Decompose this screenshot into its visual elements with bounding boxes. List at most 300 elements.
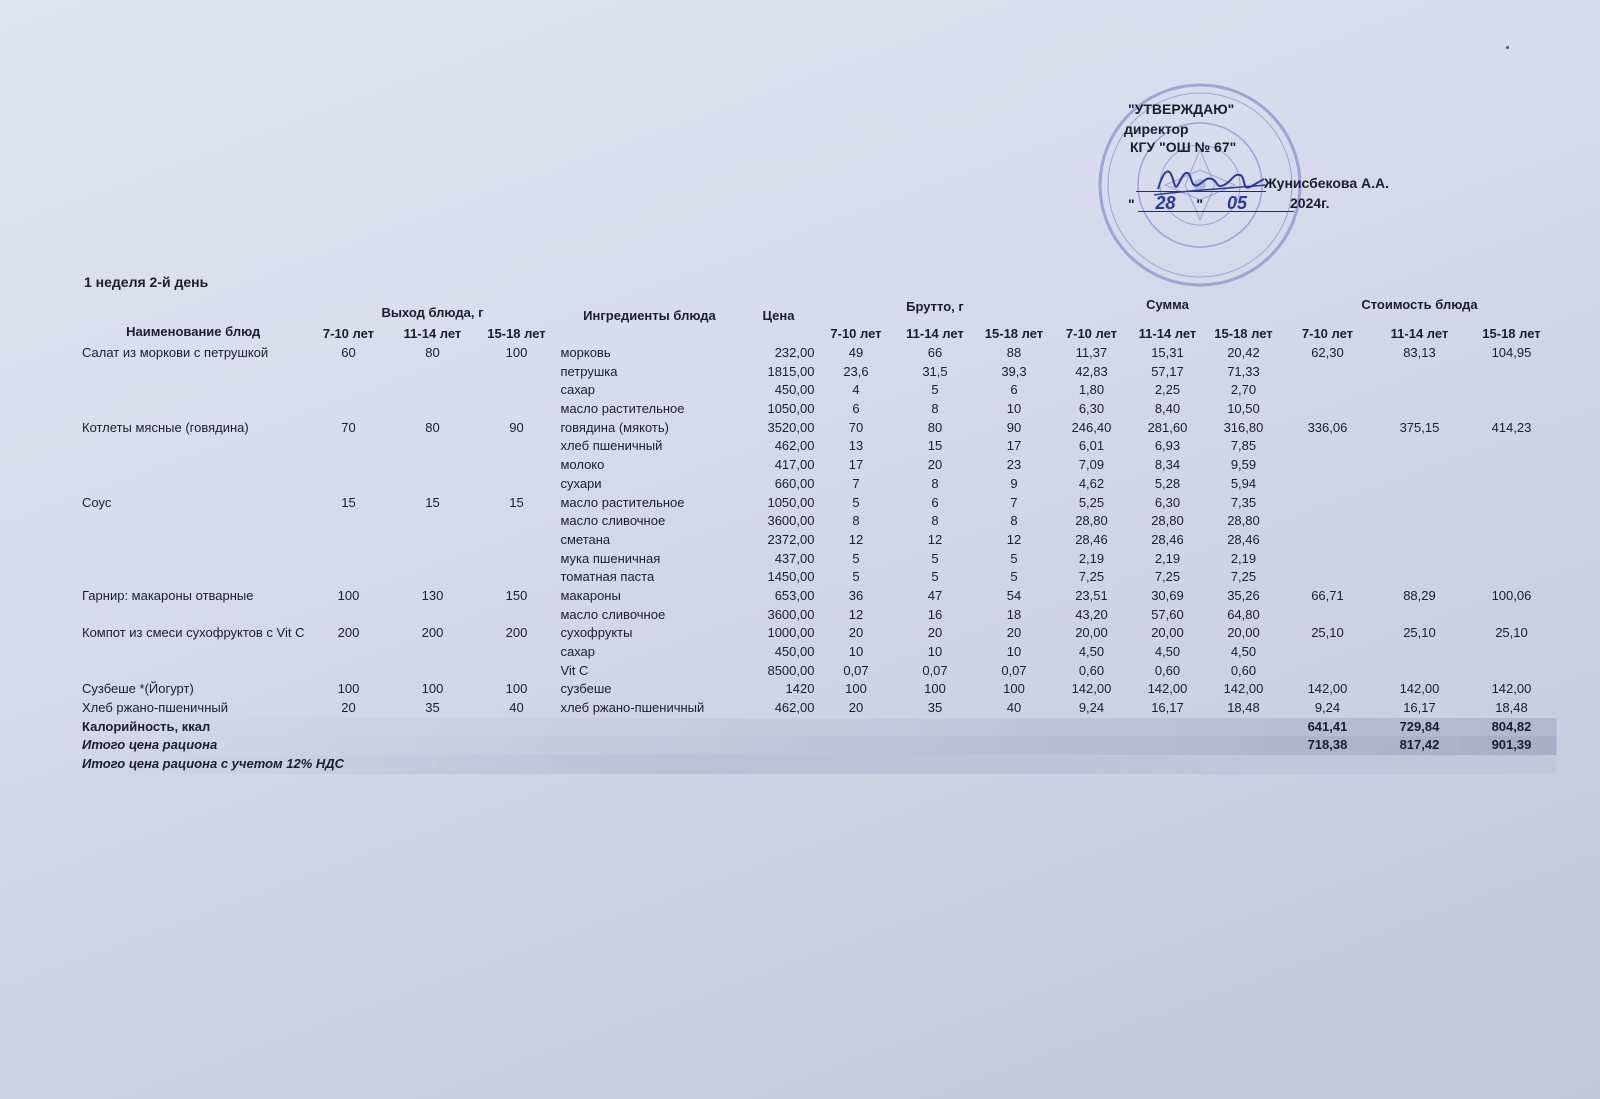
brutto-15-18: 9 — [1010, 475, 1018, 491]
dish-cost-7-10 — [1281, 643, 1373, 662]
ingredient-name: томатная паста — [560, 569, 655, 585]
sum-11-14: 6,30 — [1154, 494, 1181, 510]
ingredient-name: молоко — [560, 457, 605, 473]
sum-7-10: 28,80 — [1075, 513, 1108, 529]
ingredient-name: масло сливочное — [560, 513, 666, 529]
ingredient-name: масло растительное — [560, 494, 685, 510]
brutto-11-14: 10 — [927, 644, 943, 659]
totals-row — [80, 718, 1557, 737]
brutto-15-18: 54 — [1006, 587, 1022, 603]
totals-value-7-10: 718,38 — [1307, 737, 1348, 753]
dish-cost-15-18: 25,10 — [1495, 625, 1528, 641]
dish-cost-15-18 — [1465, 363, 1557, 382]
ingredient-name: мука пшеничная — [560, 550, 661, 566]
sum-11-14: 0,60 — [1154, 662, 1181, 678]
dish-cost-15-18: 414,23 — [1491, 419, 1532, 435]
approval-position: директор — [1124, 121, 1189, 137]
dish-output-7-10: 15 — [341, 494, 356, 510]
dish-cost-15-18 — [1465, 512, 1557, 531]
dish-cost-11-14 — [1373, 662, 1465, 681]
header-cost-15-18: 15-18 лет — [1482, 326, 1541, 341]
sum-15-18: 4,50 — [1230, 644, 1257, 659]
sum-15-18: 20,00 — [1227, 625, 1260, 641]
sum-11-14: 28,46 — [1151, 531, 1184, 547]
ingredient-price: 437,00 — [774, 550, 815, 566]
header-cost-7-10: 7-10 лет — [1301, 326, 1354, 341]
sum-15-18: 7,85 — [1230, 438, 1257, 454]
brutto-11-14: 31,5 — [922, 363, 948, 379]
brutto-15-18: 6 — [1010, 382, 1018, 398]
dish-cost-15-18: 100,06 — [1491, 587, 1532, 603]
dish-cost-11-14 — [1373, 512, 1465, 531]
ingredient-name: сахар — [560, 382, 596, 398]
dish-cost-11-14 — [1373, 531, 1465, 550]
sum-11-14: 57,17 — [1151, 363, 1184, 379]
sum-11-14: 16,17 — [1151, 700, 1184, 716]
header-price: Цена — [762, 307, 795, 323]
sum-11-14: 6,93 — [1154, 438, 1181, 454]
ingredient-price: 450,00 — [774, 644, 815, 659]
brutto-15-18: 8 — [1010, 513, 1018, 529]
brutto-15-18: 5 — [1010, 569, 1018, 585]
sum-11-14: 281,60 — [1147, 419, 1188, 435]
dish-output-7-10: 20 — [341, 700, 356, 716]
header-output-11-14: 11-14 лет — [403, 326, 462, 341]
dish-cost-15-18 — [1465, 494, 1557, 513]
table-row — [80, 699, 1557, 718]
sum-7-10: 2,19 — [1078, 550, 1105, 566]
dish-cost-11-14 — [1373, 437, 1465, 456]
dish-cost-11-14 — [1373, 475, 1465, 494]
sum-7-10: 4,62 — [1078, 475, 1105, 491]
brutto-7-10: 7 — [852, 475, 860, 491]
brutto-7-10: 100 — [845, 681, 867, 697]
dish-cost-11-14 — [1373, 550, 1465, 569]
dish-output-15-18: 100 — [505, 681, 528, 697]
ingredient-name: сухофрукты — [560, 625, 633, 641]
brutto-15-18: 88 — [1006, 345, 1022, 360]
dish-output-11-14: 130 — [421, 587, 444, 603]
brutto-11-14: 6 — [931, 494, 939, 510]
dish-cost-15-18 — [1465, 475, 1557, 494]
ingredient-name: петрушка — [560, 363, 618, 379]
dish-name: Компот из смеси сухофруктов с Vit C — [82, 625, 305, 641]
menu-table-header — [80, 286, 1557, 344]
brutto-7-10: 5 — [852, 494, 860, 510]
header-sum: Сумма — [1146, 297, 1189, 312]
dish-cost-15-18 — [1465, 550, 1557, 569]
brutto-7-10: 17 — [848, 457, 864, 473]
brutto-11-14: 0,07 — [922, 662, 948, 678]
dish-cost-15-18 — [1465, 568, 1557, 587]
totals-value-11-14: 729,84 — [1399, 718, 1440, 734]
dish-output-15-18: 15 — [509, 494, 524, 510]
brutto-15-18: 10 — [1006, 644, 1022, 659]
date-quote-open: " — [1128, 196, 1135, 212]
ingredient-name: макароны — [560, 587, 621, 603]
sum-7-10: 11,37 — [1075, 345, 1108, 360]
menu-table — [80, 286, 1557, 774]
totals-value-7-10: 641,41 — [1307, 718, 1348, 734]
totals-label: Калорийность, ккал — [82, 718, 211, 734]
sum-11-14: 5,28 — [1154, 475, 1181, 491]
brutto-7-10: 4 — [852, 382, 860, 398]
dish-cost-15-18: 104,95 — [1491, 345, 1532, 360]
dish-cost-7-10: 62,30 — [1311, 345, 1344, 360]
dish-output-11-14: 15 — [425, 494, 440, 510]
ingredient-price: 450,00 — [774, 382, 815, 398]
brutto-7-10: 0,07 — [843, 662, 869, 678]
sum-11-14: 8,40 — [1154, 401, 1181, 417]
table-row — [80, 587, 1557, 606]
dish-name: Салат из моркови с петрушкой — [82, 345, 269, 360]
ingredient-price: 3600,00 — [767, 606, 815, 622]
sum-7-10: 9,24 — [1078, 700, 1105, 716]
dish-cost-7-10: 25,10 — [1311, 625, 1344, 641]
ingredient-price: 417,00 — [774, 457, 815, 473]
date-month: 05 — [1226, 193, 1247, 213]
dish-cost-15-18 — [1465, 606, 1557, 625]
sum-7-10: 5,25 — [1078, 494, 1105, 510]
dish-name: Хлеб ржано-пшеничный — [82, 700, 228, 716]
sum-15-18: 142,00 — [1223, 681, 1264, 697]
brutto-11-14: 5 — [931, 569, 939, 585]
sum-15-18: 28,80 — [1227, 513, 1260, 529]
dish-cost-7-10 — [1281, 456, 1373, 475]
ingredient-price: 2372,00 — [767, 531, 815, 547]
ingredient-price: 1050,00 — [767, 494, 815, 510]
dish-cost-11-14 — [1373, 606, 1465, 625]
sum-7-10: 23,51 — [1075, 587, 1108, 603]
sum-15-18: 7,35 — [1230, 494, 1257, 510]
brutto-15-18: 0,07 — [1001, 662, 1027, 678]
dish-cost-15-18 — [1465, 437, 1557, 456]
sum-15-18: 0,60 — [1230, 662, 1257, 678]
dish-cost-11-14 — [1373, 400, 1465, 419]
sum-11-14: 2,25 — [1154, 382, 1181, 398]
header-sum-11-14: 11-14 лет — [1138, 326, 1197, 341]
dish-output-11-14: 35 — [425, 700, 440, 716]
header-cost: Стоимость блюда — [1361, 297, 1478, 312]
dish-cost-7-10 — [1281, 475, 1373, 494]
dish-cost-7-10: 9,24 — [1314, 700, 1341, 716]
sum-15-18: 316,80 — [1223, 419, 1264, 435]
brutto-7-10: 6 — [852, 401, 860, 417]
brutto-15-18: 5 — [1010, 550, 1018, 566]
sum-11-14: 7,25 — [1154, 569, 1181, 585]
sum-7-10: 246,40 — [1071, 419, 1112, 435]
totals-value-11-14: 817,42 — [1399, 737, 1440, 753]
ingredient-price: 1450,00 — [767, 569, 815, 585]
brutto-7-10: 20 — [848, 700, 864, 716]
sum-7-10: 7,09 — [1078, 457, 1105, 473]
dish-cost-7-10: 142,00 — [1307, 681, 1348, 697]
ingredient-price: 232,00 — [774, 345, 815, 360]
totals-value-7-10 — [1281, 755, 1373, 774]
week-day-label: 1 неделя 2-й день — [84, 274, 209, 290]
totals-label: Итого цена рациона с учетом 12% НДС — [82, 756, 345, 772]
totals-value-15-18: 804,82 — [1491, 718, 1532, 734]
brutto-7-10: 20 — [848, 625, 864, 641]
dish-cost-7-10 — [1281, 568, 1373, 587]
brutto-11-14: 16 — [927, 606, 943, 622]
dish-output-7-10: 60 — [341, 345, 356, 360]
table-row — [80, 419, 1557, 438]
brutto-15-18: 17 — [1006, 438, 1022, 454]
brutto-11-14: 47 — [927, 587, 943, 603]
dish-output-15-18: 100 — [505, 345, 528, 360]
dish-cost-7-10 — [1281, 531, 1373, 550]
dish-cost-7-10 — [1281, 494, 1373, 513]
dish-output-7-10: 100 — [337, 681, 360, 697]
dish-cost-7-10: 66,71 — [1311, 587, 1344, 603]
dish-cost-15-18 — [1465, 456, 1557, 475]
dish-cost-7-10 — [1281, 363, 1373, 382]
dish-output-7-10: 70 — [341, 419, 356, 435]
dish-name: Гарнир: макароны отварные — [82, 587, 254, 603]
sum-15-18: 64,80 — [1227, 606, 1260, 622]
sum-11-14: 57,60 — [1151, 606, 1184, 622]
brutto-11-14: 8 — [931, 475, 939, 491]
sum-15-18: 35,26 — [1227, 587, 1260, 603]
dish-cost-11-14 — [1373, 456, 1465, 475]
brutto-11-14: 80 — [927, 419, 943, 435]
ingredient-price: 1050,00 — [767, 401, 815, 417]
brutto-11-14: 5 — [931, 382, 939, 398]
dish-cost-11-14 — [1373, 363, 1465, 382]
dish-cost-7-10 — [1281, 606, 1373, 625]
brutto-7-10: 23,6 — [843, 363, 869, 379]
brutto-11-14: 8 — [931, 401, 939, 417]
sum-15-18: 10,50 — [1227, 401, 1260, 417]
header-brutto-11-14: 11-14 лет — [906, 326, 964, 341]
brutto-11-14: 8 — [931, 513, 939, 529]
dish-cost-15-18 — [1465, 400, 1557, 419]
ingredient-price: 1420 — [785, 681, 815, 697]
sum-7-10: 0,60 — [1078, 662, 1105, 678]
sum-15-18: 7,25 — [1230, 569, 1257, 585]
sum-11-14: 8,34 — [1154, 457, 1181, 473]
table-row — [80, 344, 1557, 363]
dish-name: Сузбеше *(Йогурт) — [82, 681, 194, 697]
brutto-15-18: 10 — [1006, 401, 1022, 417]
sum-11-14: 30,69 — [1151, 587, 1184, 603]
ingredient-name: Vit C — [560, 662, 589, 678]
sum-7-10: 4,50 — [1078, 644, 1105, 659]
brutto-15-18: 39,3 — [1001, 363, 1027, 379]
ingredient-name: масло растительное — [560, 401, 685, 417]
ingredient-price: 1000,00 — [767, 625, 815, 641]
brutto-15-18: 12 — [1006, 531, 1022, 547]
date-year: 2024г. — [1290, 195, 1330, 211]
dish-cost-11-14: 16,17 — [1403, 700, 1436, 716]
brutto-15-18: 100 — [1003, 681, 1025, 697]
ink-dot — [1506, 46, 1509, 49]
ingredient-price: 3600,00 — [767, 513, 815, 529]
dish-cost-15-18 — [1465, 643, 1557, 662]
brutto-7-10: 70 — [848, 419, 864, 435]
brutto-15-18: 40 — [1006, 700, 1022, 716]
handwritten-signature — [1150, 155, 1270, 215]
sum-11-14: 2,19 — [1154, 550, 1181, 566]
ingredient-name: масло сливочное — [560, 606, 666, 622]
dish-output-15-18: 40 — [509, 700, 524, 716]
brutto-15-18: 20 — [1006, 625, 1022, 641]
dish-cost-15-18 — [1465, 381, 1557, 400]
header-brutto-7-10: 7-10 лет — [830, 326, 882, 341]
brutto-11-14: 12 — [927, 531, 943, 547]
dish-cost-7-10: 336,06 — [1307, 419, 1348, 435]
dish-name: Соус — [82, 494, 112, 510]
brutto-15-18: 90 — [1006, 419, 1022, 435]
dish-output-15-18: 200 — [505, 625, 528, 641]
dish-cost-7-10 — [1281, 381, 1373, 400]
sum-7-10: 28,46 — [1075, 531, 1108, 547]
ingredient-price: 462,00 — [774, 438, 815, 454]
brutto-15-18: 23 — [1006, 457, 1022, 473]
ingredient-name: морковь — [560, 345, 611, 360]
sum-7-10: 6,01 — [1078, 438, 1105, 454]
brutto-11-14: 66 — [927, 345, 943, 360]
sum-15-18: 20,42 — [1227, 345, 1260, 360]
brutto-7-10: 36 — [848, 587, 864, 603]
dish-output-11-14: 100 — [421, 681, 444, 697]
header-output: Выход блюда, г — [381, 305, 484, 320]
totals-value-11-14 — [1373, 755, 1465, 774]
approval-organization: КГУ "ОШ № 67" — [1130, 139, 1237, 155]
ingredient-name: сметана — [560, 531, 611, 547]
sum-15-18: 2,70 — [1230, 382, 1257, 398]
sum-15-18: 2,19 — [1230, 550, 1257, 566]
sum-15-18: 28,46 — [1227, 531, 1260, 547]
sum-15-18: 71,33 — [1227, 363, 1260, 379]
header-output-15-18: 15-18 лет — [487, 326, 546, 341]
ingredient-name: говядина (мякоть) — [560, 419, 669, 435]
dish-cost-11-14: 375,15 — [1399, 419, 1440, 435]
brutto-15-18: 7 — [1010, 494, 1018, 510]
sum-11-14: 20,00 — [1151, 625, 1184, 641]
dish-cost-7-10 — [1281, 400, 1373, 419]
brutto-11-14: 100 — [924, 681, 946, 697]
totals-value-15-18: 901,39 — [1491, 737, 1532, 753]
menu-table-body — [80, 344, 1557, 718]
table-row — [80, 624, 1557, 643]
ingredient-name: хлеб ржано-пшеничный — [560, 700, 705, 716]
sum-7-10: 7,25 — [1078, 569, 1105, 585]
dish-cost-11-14 — [1373, 568, 1465, 587]
brutto-7-10: 12 — [848, 606, 864, 622]
sum-11-14: 28,80 — [1151, 513, 1184, 529]
brutto-7-10: 49 — [848, 345, 864, 360]
sum-15-18: 9,59 — [1230, 457, 1257, 473]
brutto-7-10: 5 — [852, 569, 860, 585]
brutto-15-18: 18 — [1006, 606, 1022, 622]
sum-15-18: 18,48 — [1227, 700, 1260, 716]
dish-output-7-10: 100 — [337, 587, 360, 603]
header-output-7-10: 7-10 лет — [322, 326, 375, 341]
header-dish-name: Наименование блюд — [126, 324, 261, 339]
sum-7-10: 1,80 — [1078, 382, 1105, 398]
date-quote-close: " — [1196, 196, 1204, 212]
sum-7-10: 6,30 — [1078, 401, 1105, 417]
dish-output-11-14: 80 — [425, 419, 440, 435]
brutto-11-14: 35 — [927, 700, 943, 716]
ingredient-price: 8500,00 — [767, 662, 815, 678]
ingredient-name: сухари — [560, 475, 602, 491]
dish-cost-11-14 — [1373, 494, 1465, 513]
header-cost-11-14: 11-14 лет — [1390, 326, 1449, 341]
dish-output-7-10: 200 — [337, 625, 360, 641]
dish-output-11-14: 80 — [425, 345, 440, 360]
sum-11-14: 4,50 — [1154, 644, 1181, 659]
totals-row — [80, 755, 1557, 774]
dish-name: Котлеты мясные (говядина) — [82, 419, 249, 435]
brutto-7-10: 12 — [848, 531, 864, 547]
header-brutto: Брутто, г — [906, 299, 964, 314]
dish-cost-11-14: 83,13 — [1403, 345, 1436, 360]
totals-value-15-18 — [1465, 755, 1557, 774]
sum-11-14: 15,31 — [1151, 345, 1184, 360]
brutto-7-10: 5 — [852, 550, 860, 566]
ingredient-price: 660,00 — [774, 475, 815, 491]
brutto-7-10: 10 — [848, 644, 864, 659]
brutto-11-14: 20 — [927, 625, 943, 641]
ingredient-price: 462,00 — [774, 700, 815, 716]
brutto-7-10: 8 — [852, 513, 860, 529]
dish-cost-11-14: 25,10 — [1403, 625, 1436, 641]
totals-row — [80, 736, 1557, 755]
dish-cost-7-10 — [1281, 437, 1373, 456]
director-name: Жунисбекова А.А. — [1264, 175, 1390, 191]
dish-cost-15-18: 142,00 — [1491, 681, 1532, 697]
dish-output-11-14: 200 — [421, 625, 444, 641]
sum-7-10: 142,00 — [1071, 681, 1112, 697]
ingredient-name: сахар — [560, 644, 596, 659]
dish-cost-11-14: 88,29 — [1403, 587, 1436, 603]
sum-15-18: 5,94 — [1230, 475, 1257, 491]
dish-cost-15-18 — [1465, 531, 1557, 550]
brutto-11-14: 5 — [931, 550, 939, 566]
totals-section — [80, 718, 1557, 774]
dish-cost-7-10 — [1281, 550, 1373, 569]
table-row — [80, 494, 1557, 513]
brutto-11-14: 20 — [927, 457, 943, 473]
dish-cost-11-14 — [1373, 643, 1465, 662]
ingredient-price: 3520,00 — [767, 419, 815, 435]
sum-7-10: 20,00 — [1075, 625, 1108, 641]
header-ingredients: Ингредиенты блюда — [583, 307, 716, 323]
dish-cost-7-10 — [1281, 662, 1373, 681]
dish-cost-11-14 — [1373, 381, 1465, 400]
ingredient-name: сузбеше — [560, 681, 612, 697]
header-sum-7-10: 7-10 лет — [1065, 326, 1118, 341]
ingredient-price: 1815,00 — [767, 363, 815, 379]
approval-title: "УТВЕРЖДАЮ" — [1128, 101, 1235, 117]
dish-output-15-18: 90 — [509, 419, 524, 435]
sum-7-10: 43,20 — [1075, 606, 1108, 622]
brutto-7-10: 13 — [848, 438, 864, 454]
header-brutto-15-18: 15-18 лет — [984, 326, 1044, 341]
ingredient-price: 653,00 — [774, 587, 815, 603]
brutto-11-14: 15 — [927, 438, 943, 454]
dish-cost-11-14: 142,00 — [1399, 681, 1440, 697]
dish-cost-7-10 — [1281, 512, 1373, 531]
date-day: 28 — [1155, 193, 1176, 213]
sum-11-14: 142,00 — [1147, 681, 1188, 697]
totals-label: Итого цена рациона — [82, 737, 218, 753]
sum-7-10: 42,83 — [1075, 363, 1108, 379]
table-row — [80, 680, 1557, 699]
